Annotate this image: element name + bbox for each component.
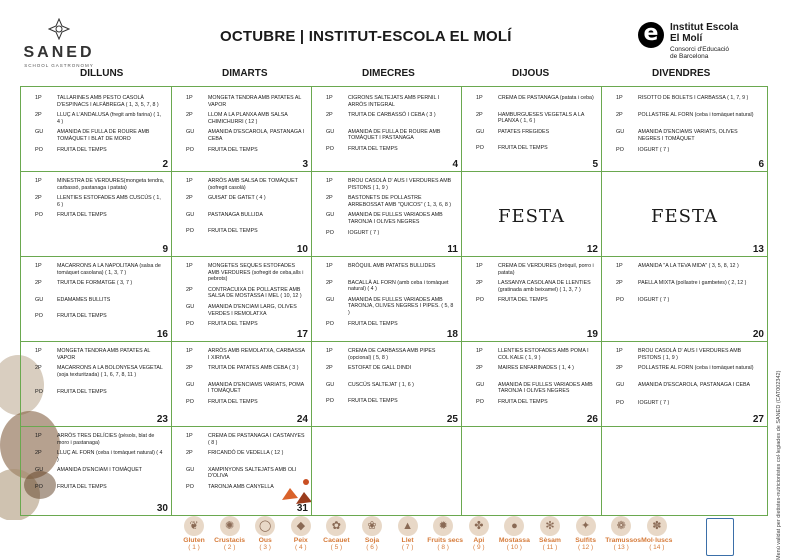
day-number: 18 <box>446 329 458 340</box>
allergen-soy <box>356 516 388 551</box>
course-code: 2P <box>186 286 193 293</box>
holiday-label: FESTA <box>651 206 718 227</box>
dish-name: FRICANDÓ DE VEDELLA ( 12 ) <box>208 450 284 457</box>
allergen-celery <box>463 516 495 551</box>
course-code: 1P <box>326 95 333 101</box>
course-code: 2P <box>35 280 42 287</box>
validation-note-text: Menú validat per dietistes-nutricionistes col·legiades de SANED (CAT002342) <box>776 370 782 560</box>
day-cell-tuesday <box>172 172 312 257</box>
dish-name: BROU CASOLÀ D' AUS I VERDURES AMB PISTONS ( 1, 9 ) <box>348 178 452 191</box>
course-code: PO <box>616 146 624 153</box>
day-cell-wednesday <box>312 87 462 172</box>
day-number: 19 <box>586 329 598 340</box>
allergen-wheat <box>178 516 210 551</box>
allergen-number: ( 6 ) <box>366 544 378 551</box>
allergen-mustard <box>498 516 530 551</box>
dish-name: CONTRACUIXA DE POLLASTRE AMB SALSA DE MOSTASSA I MEL ( 10, 12 ) <box>208 286 302 300</box>
course-code: 2P <box>35 112 42 119</box>
allergen-sesame <box>534 516 566 551</box>
day-number: 10 <box>296 244 308 255</box>
course-code: 1P <box>35 348 42 354</box>
allergen-name: Fruits secs <box>427 537 464 544</box>
day-number: 16 <box>156 329 168 340</box>
mollusc-icon: ✽ <box>647 516 667 536</box>
course-code: 2P <box>616 112 623 119</box>
allergen-lupin <box>605 516 642 551</box>
institution-line-2: El Molí <box>670 33 703 44</box>
sulphites-icon: ✦ <box>576 516 596 536</box>
course-code: 1P <box>35 263 42 269</box>
dish-name: TRUITA DE CARBASSÓ I CEBA ( 3 ) <box>348 112 436 119</box>
course-code: PO <box>476 399 484 405</box>
course-code: 2P <box>476 365 483 372</box>
course-code: GU <box>186 129 195 136</box>
dish-name: AMANIDA D'ENCIAMS VARIATS, POMA I TOMÀQUET <box>208 381 304 395</box>
institution-logo <box>638 22 778 64</box>
dish-name: LASSANYA CASOLANA DE LLENTIES (gratinada amb beixamel) ( 1, 3, 7 ) <box>498 280 591 293</box>
allergen-name: Tramussos <box>605 537 642 544</box>
course-code: 2P <box>476 280 483 287</box>
institution-line-4: de Barcelona <box>670 53 709 60</box>
course-code: PO <box>476 297 484 304</box>
dish-name: TRUITA DE FORMATGE ( 3, 7 ) <box>57 280 133 287</box>
dish-name: AMANIDA "A LA TEVA MIDA" ( 3, 5, 8, 12 ) <box>638 263 739 269</box>
allergen-egg <box>249 516 281 551</box>
day-cell-wednesday <box>312 257 462 342</box>
dish-name: IOGURT ( 7 ) <box>638 399 670 406</box>
dish-name: XAMPINYONS SALTEJATS AMB OLI D'OLIVA <box>208 466 297 480</box>
dish-name: ARRÒS TRES DELÍCIES (pèsols, blat de moro i pastanaga) <box>57 433 155 446</box>
course-code: 2P <box>35 450 42 457</box>
course-code: 1P <box>616 348 623 354</box>
dish-name: HAMBURGUESES VEGETALS A LA PLANXA ( 1, 6 ) <box>498 111 585 125</box>
course-code: PO <box>35 484 43 490</box>
allergen-name: Crustacis <box>214 537 246 544</box>
course-code: GU <box>35 129 44 136</box>
wheat-icon: ❦ <box>184 516 204 536</box>
dish-name: LLOM A LA PLANXA AMB SALSA CHIMICHURRI ( 12 ) <box>208 112 288 125</box>
day-cell-thursday <box>462 342 602 427</box>
day-cell-monday <box>21 172 172 257</box>
lupin-icon: ❁ <box>611 516 631 536</box>
course-code: 1P <box>326 348 333 354</box>
day-cell-thursday <box>462 257 602 342</box>
course-code: 1P <box>186 348 193 354</box>
egg-icon: ◯ <box>255 516 275 536</box>
day-number: 17 <box>296 329 308 340</box>
course-code: PO <box>186 321 194 328</box>
course-code: 2P <box>35 365 42 372</box>
dish-name: AMANIDA DE FULLES VARIADES AMB TARONJA I OLIVES NEGRES <box>348 212 443 225</box>
peanut-icon: ✿ <box>326 516 346 536</box>
dish-name: LLENTIES ESTOFADES AMB CUSCÚS ( 1, 6 ) <box>57 195 161 208</box>
day-number: 26 <box>586 414 598 425</box>
allergen-mollusc <box>641 516 673 551</box>
course-code: PO <box>616 399 624 406</box>
course-code: PO <box>326 320 334 327</box>
course-code: 1P <box>35 95 42 101</box>
dish-name: BRÒQUIL AMB PATATES BULLIDES <box>348 263 436 269</box>
course-code: GU <box>186 466 195 473</box>
dish-name: CIGRONS SALTEJATS AMB PERNIL I ARRÒS INTEGRAL <box>348 95 440 108</box>
course-code: GU <box>35 296 44 303</box>
allergen-sulphites <box>570 516 602 551</box>
day-header-tuesday: DIMARTS <box>222 68 268 79</box>
allergen-number: ( 14 ) <box>649 544 665 551</box>
day-cell-monday <box>21 342 172 427</box>
allergen-name: Mostassa <box>498 537 530 544</box>
dish-name: MONGETES SEQUES ESTOFADES AMB VERDURES (sofregit de ceba,alls i pebrots) <box>208 263 304 283</box>
dish-name: TARONJA AMB CANYELLA <box>208 484 274 490</box>
day-number: 24 <box>296 414 308 425</box>
dish-name: PATATES FREGIDES <box>498 128 550 135</box>
course-code: 1P <box>476 348 483 354</box>
course-code: 1P <box>476 263 483 269</box>
dish-name: CREMA DE CARBASSA AMB PIPES (opcional) ( 5, 8 ) <box>348 348 436 361</box>
dish-name: IOGURT ( 7 ) <box>638 297 670 304</box>
day-cell-thursday <box>462 427 602 515</box>
course-code: PO <box>476 145 484 152</box>
dish-name: ESTOFAT DE GALL DINDI <box>348 365 412 372</box>
celery-icon: ✤ <box>469 516 489 536</box>
course-code: PO <box>35 212 43 219</box>
day-number: 3 <box>302 159 308 170</box>
institution-line-1: Institut Escola <box>670 22 739 33</box>
allergen-number: ( 9 ) <box>473 544 485 551</box>
day-cell-tuesday <box>172 257 312 342</box>
dish-name: AMANIDA D'ENCIAMS VARIATS, OLIVES NEGRES I TOMÀQUET <box>638 129 738 142</box>
course-code: 2P <box>326 195 333 202</box>
allergen-number: ( 5 ) <box>330 544 343 551</box>
dish-name: POLLASTRE AL FORN (ceba i tomàquet natural) <box>638 365 754 372</box>
allergen-name: Ous <box>258 537 272 544</box>
course-code: 1P <box>186 433 193 439</box>
day-header-thursday: DIJOUS <box>512 68 550 79</box>
day-number: 2 <box>162 159 168 170</box>
course-code: 2P <box>326 365 333 372</box>
course-code: 1P <box>616 263 623 269</box>
validation-note <box>776 300 786 560</box>
dish-name: IOGURT ( 7 ) <box>348 229 380 236</box>
dish-name: CREMA DE VERDURES (bròquil, porro i patata) <box>498 263 594 276</box>
day-cell-monday <box>21 427 172 515</box>
dish-name: CUSCÚS SALTEJAT ( 1, 6 ) <box>348 381 414 388</box>
allergen-number: ( 7 ) <box>401 544 414 551</box>
day-cell-friday <box>602 257 767 342</box>
dish-name: BASTONETS DE POLLASTRE ARREBOSSAT AMB "QUICOS" ( 1, 3, 6, 8 ) <box>348 195 452 208</box>
course-code: GU <box>326 296 335 303</box>
allergen-number: ( 13 ) <box>613 544 629 551</box>
allergen-number: ( 3 ) <box>259 544 271 551</box>
dish-name: RISOTTO DE BOLETS I CARBASSA ( 1, 7, 9 ) <box>638 95 749 101</box>
course-code: GU <box>476 128 485 135</box>
soy-icon: ❀ <box>362 516 382 536</box>
dish-name: FRUITA DEL TEMPS <box>498 399 548 405</box>
course-code: PO <box>616 297 624 304</box>
day-number: 20 <box>752 329 764 340</box>
dish-name: AMANIDA DE FULLA DE ROURE AMB TOMÀQUET I PASTANAGA <box>348 128 441 142</box>
day-cell-tuesday <box>172 342 312 427</box>
dish-name: LLUÇ A L'ANDALUSA (fregit amb farina) ( 1, 4 ) <box>57 112 162 125</box>
course-code: GU <box>476 381 485 388</box>
course-code: 1P <box>326 263 333 269</box>
dish-name: ARRÒS AMB REMOLATXA, CARBASSA I XIRIVIA <box>208 348 305 361</box>
course-code: GU <box>35 467 44 474</box>
page-title: OCTUBRE | INSTITUT-ESCOLA EL MOLÍ <box>220 28 512 45</box>
course-code: GU <box>326 212 335 219</box>
day-cell-wednesday <box>312 342 462 427</box>
allergen-number: ( 8 ) <box>437 544 449 551</box>
day-number: 11 <box>447 244 458 255</box>
day-number: 13 <box>752 244 764 255</box>
allergen-name: Llet <box>401 537 414 544</box>
course-code: 1P <box>186 178 193 184</box>
holiday-label: FESTA <box>498 206 565 227</box>
allergen-nuts <box>427 516 464 551</box>
course-code: GU <box>616 382 625 389</box>
dish-name: AMANIDA D'ENCIAM I TOMÀQUET <box>57 467 142 474</box>
course-code: 1P <box>476 95 483 101</box>
day-cell-tuesday <box>172 87 312 172</box>
dish-name: TRUITA DE PATATES AMB CEBA ( 3 ) <box>208 365 299 372</box>
course-code: 1P <box>186 263 193 269</box>
allergen-name: Cacauet <box>323 537 350 544</box>
day-cell-wednesday <box>312 427 462 515</box>
day-number: 30 <box>156 503 168 514</box>
nuts-icon: ✹ <box>433 516 453 536</box>
day-number: 27 <box>752 414 764 425</box>
allergen-number: ( 10 ) <box>506 544 522 551</box>
dish-name: BROU CASOLÀ D' AUS I VERDURES AMB PISTONS ( 1, 9 ) <box>638 348 742 361</box>
day-header-friday: DIVENDRES <box>652 68 711 79</box>
day-header-monday: DILLUNS <box>80 68 124 79</box>
day-number: 23 <box>156 414 168 425</box>
dish-name: FRUITA DEL TEMPS <box>498 145 548 152</box>
course-code: 1P <box>186 95 193 101</box>
allergen-fish <box>285 516 317 551</box>
course-code: GU <box>326 128 335 135</box>
allergen-name: Gluten <box>183 537 205 544</box>
course-code: PO <box>186 484 194 490</box>
course-code: PO <box>326 398 334 405</box>
day-cell-monday <box>21 87 172 172</box>
course-code: 1P <box>35 178 42 184</box>
dish-name: MACARRONS A LA BOLONYESA VEGETAL (soja texturitzada) ( 1, 6, 7, 8, 11 ) <box>57 365 163 378</box>
dish-name: MACARRONS A LA NAPOLITANA (salsa de tomàquet casolana) ( 1, 3, 7 ) <box>57 263 161 276</box>
certification-seal-2-icon <box>738 520 776 552</box>
dish-name: AMANIDA DE FULLES VARIADES AMB TARONJA I OLIVES NEGRES <box>498 381 593 395</box>
course-code: PO <box>186 399 194 405</box>
dish-name: FRUITA DEL TEMPS <box>57 389 107 395</box>
institution-e-icon: e <box>638 22 664 48</box>
day-header-wednesday: DIMECRES <box>362 68 415 79</box>
allergen-crustacean <box>214 516 246 551</box>
dish-name: AMANIDA D'ESCAROLA, PASTANAGA I CEBA <box>638 382 751 389</box>
course-code: PO <box>186 228 194 235</box>
dish-name: AMANIDA D'ENCIAM LARG, OLIVES VERDES I REMOLATXA <box>208 304 297 317</box>
mustard-icon: ● <box>504 516 524 536</box>
dish-name: PAELLA MIXTA (pollastre i gambetes) ( 2, 12 ) <box>638 280 747 287</box>
course-code: 2P <box>616 365 623 372</box>
day-cell-friday <box>602 342 767 427</box>
certification-seal-icon <box>706 518 734 556</box>
allergen-number: ( 2 ) <box>223 544 236 551</box>
day-number: 4 <box>452 159 458 170</box>
course-code: 2P <box>476 111 483 118</box>
dish-name: FRUITA DEL TEMPS <box>498 297 548 304</box>
course-code: 2P <box>186 450 193 457</box>
dish-name: LLUÇ AL FORN (ceba i tomàquet natural) ( 4 ) <box>57 450 163 463</box>
dish-name: LLENTIES ESTOFADES AMB POMA I COL KALE ( 1, 9 ) <box>498 348 589 361</box>
saned-mark-icon <box>48 18 70 40</box>
day-cell-friday <box>602 427 767 515</box>
dish-name: MAIRES ENFARINADES ( 1, 4 ) <box>498 365 574 372</box>
allergen-milk <box>392 516 424 551</box>
dish-name: PASTANAGA BULLIDA <box>208 211 263 218</box>
dish-name: FRUITA DEL TEMPS <box>208 399 258 405</box>
dish-name: POLLASTRE AL FORN (ceba i tomàquet natural) <box>638 112 754 119</box>
dish-name: AMANIDA D'ESCAROLA, PASTANAGA I CEBA <box>208 129 305 142</box>
dish-name: CREMA DE PASTANAGA (patata i ceba) <box>498 95 594 101</box>
allergen-number: ( 4 ) <box>295 544 307 551</box>
dish-name: GUISAT DE GATET ( 4 ) <box>208 195 266 202</box>
day-number: 31 <box>296 503 308 514</box>
sesame-icon: ✻ <box>540 516 560 536</box>
day-cell-tuesday <box>172 427 312 515</box>
dish-name: FRUITA DEL TEMPS <box>208 146 258 153</box>
brand-subtitle: SCHOOL GASTRONOMY <box>24 63 94 68</box>
dish-name: FRUITA DEL TEMPS <box>57 313 107 320</box>
course-code: 2P <box>326 112 333 119</box>
course-code: 2P <box>326 279 333 286</box>
course-code: GU <box>186 211 195 218</box>
course-code: PO <box>35 146 43 153</box>
course-code: 2P <box>186 195 193 202</box>
dish-name: AMANIDA DE FULLA DE ROURE AMB TOMÀQUET I BLAT DE MORO <box>57 129 150 142</box>
dish-name: FRUITA DEL TEMPS <box>57 212 107 219</box>
allergen-name: Sulfits <box>575 537 596 544</box>
day-cell-wednesday <box>312 172 462 257</box>
dish-name: MINESTRA DE VERDURES(mongeta tendra, carbassó, pastanaga i patata) <box>57 178 165 191</box>
allergen-number: ( 11 ) <box>542 544 558 551</box>
dish-name: MONGETA TENDRA AMB PATATES AL VAPOR <box>208 95 302 108</box>
dish-name: FRUITA DEL TEMPS <box>208 228 258 235</box>
day-cell-thursday <box>462 87 602 172</box>
day-number: 9 <box>162 244 168 255</box>
allergen-name: Soja <box>364 537 380 544</box>
dish-name: CREMA DE PASTANAGA I CASTANYES ( 8 ) <box>208 433 305 446</box>
allergen-peanut <box>320 516 352 551</box>
dish-name: FRUITA DEL TEMPS <box>348 398 398 405</box>
course-code: 1P <box>326 178 333 184</box>
dish-name: MONGETA TENDRA AMB PATATES AL VAPOR <box>57 348 151 361</box>
dish-name: EDAMAMES BULLITS <box>57 296 111 303</box>
allergen-number: ( 1 ) <box>188 544 200 551</box>
day-number: 5 <box>592 159 598 170</box>
course-code: PO <box>186 146 194 153</box>
day-number: 6 <box>758 159 764 170</box>
dish-name: ARRÒS AMB SALSA DE TOMÀQUET (sofregit casolà) <box>208 178 298 191</box>
dish-name: FRUITA DEL TEMPS <box>348 146 398 152</box>
day-cell-thursday <box>462 172 602 257</box>
brand-name: SANED <box>23 44 95 61</box>
course-code: 2P <box>186 112 193 119</box>
day-number: 12 <box>586 244 598 255</box>
course-code: GU <box>186 304 195 310</box>
course-code: GU <box>326 381 335 388</box>
dish-name: FRUITA DEL TEMPS <box>208 321 258 328</box>
day-number: 25 <box>446 414 458 425</box>
allergen-name: Api <box>473 537 485 544</box>
day-cell-friday <box>602 87 767 172</box>
dish-name: IOGURT ( 7 ) <box>638 146 670 153</box>
allergen-name: Sèsam <box>539 537 561 544</box>
fish-icon: ◆ <box>291 516 311 536</box>
course-code: PO <box>326 229 334 236</box>
day-cell-friday <box>602 172 767 257</box>
allergens-legend <box>178 516 678 560</box>
course-code: 2P <box>616 280 623 287</box>
course-code: 1P <box>616 95 623 101</box>
course-code: 2P <box>35 195 42 202</box>
course-code: PO <box>35 313 43 320</box>
dish-name: AMANIDA DE FULLES VARIADES AMB TARONJA, OLIVES NEGRES I PIPES. ( 5, 8 ) <box>348 296 454 316</box>
course-code: GU <box>616 129 625 136</box>
course-code: 2P <box>186 365 193 372</box>
course-code: PO <box>35 389 43 395</box>
allergen-name: Peix <box>293 537 308 544</box>
dish-name: FRUITA DEL TEMPS <box>57 484 107 490</box>
certification-badge <box>706 516 778 558</box>
course-code: GU <box>186 381 195 388</box>
dish-name: FRUITA DEL TEMPS <box>348 320 398 327</box>
dish-name: BACALLÀ AL FORN (amb ceba i tomàquet natural) ( 4 ) <box>348 279 449 293</box>
dish-name: FRUITA DEL TEMPS <box>57 146 107 153</box>
milk-icon: ▲ <box>398 516 418 536</box>
crustacean-icon: ✺ <box>220 516 240 536</box>
institution-line-3: Consorci d'Educació <box>670 46 730 53</box>
course-code: 1P <box>35 433 42 439</box>
allergen-number: ( 12 ) <box>578 544 594 551</box>
dish-name: TALLARINES AMB PESTO CASOLÀ D'ESPINACS I ALFÀBREGA ( 1, 3, 5, 7, 8 ) <box>57 95 159 108</box>
day-cell-monday <box>21 257 172 342</box>
menu-calendar-grid <box>20 86 768 516</box>
allergen-name: Mol·luscs <box>641 537 673 544</box>
course-code: PO <box>326 146 334 152</box>
